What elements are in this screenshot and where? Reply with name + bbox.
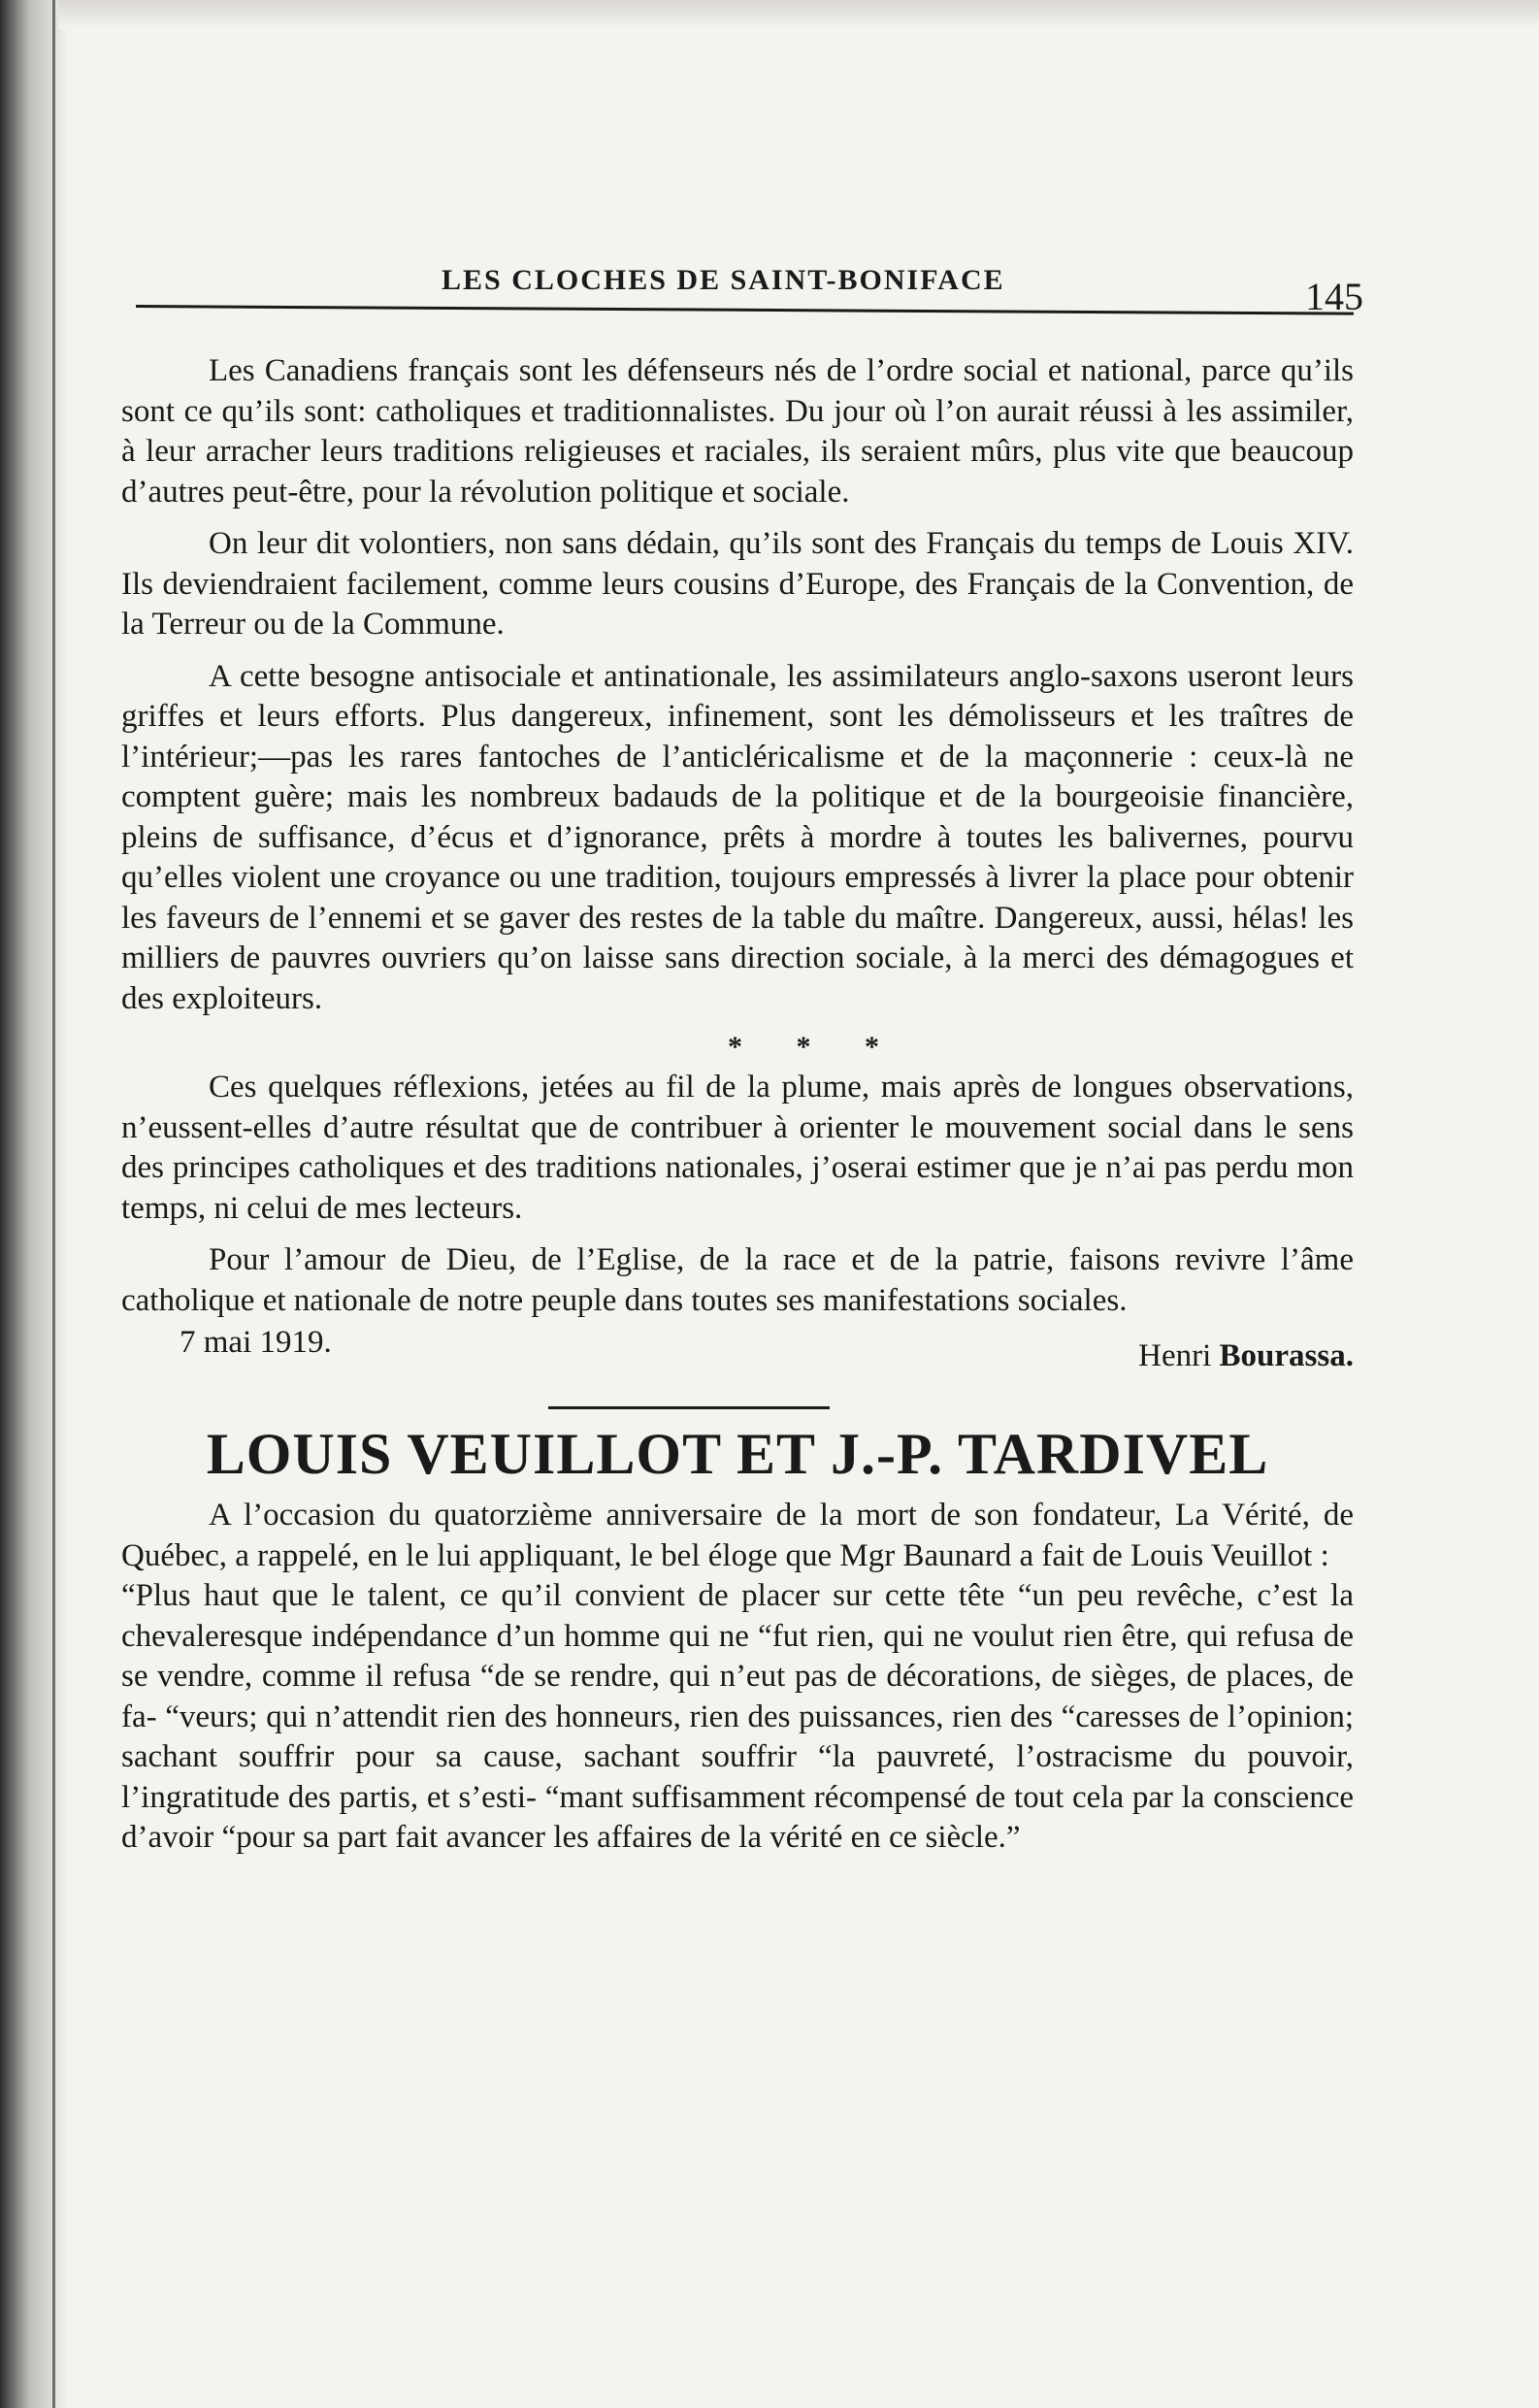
page-number: 145 — [1305, 275, 1363, 318]
running-header — [121, 252, 1363, 320]
section-title: LOUIS VEUILLOT ET J.-P. TARDIVEL — [206, 1422, 1269, 1486]
paragraph: A cette besogne antisociale et antinationale, les assimilateurs anglo-saxons useront leurs griffes et leurs efforts. Plus dangereux, infinement, sont les démolisseurs et les traîtres de l’intérieur;—pas les rares fantoches de l’anticléricalisme et de la maçonnerie : ceux-là ne comptent guère; mais les nombreux badauds de la politique et de la bourgeoisie financière, pleins de suffisance, d’écus et d’ignorance, prêts à mordre à toutes les balivernes, pourvu qu’elles violent une croyance ou une tradition, toujours empressés à livrer la place pour obtenir les faveurs de l’ennemi et se gaver des restes de la table du maître. Dangereux, aussi, hélas! les milliers de pauvres ouvriers qu’on laisse sans direction sociale, à la merci des démagogues et des exploiteurs. — [121, 658, 1354, 1016]
running-title: LES CLOCHES DE SAINT-BONIFACE — [442, 264, 1005, 296]
page-top-shadow — [58, 0, 1539, 29]
page-binding-line — [52, 0, 55, 2408]
paragraph: Les Canadiens français sont les défenseurs nés de l’ordre social et national, parce qu’ils sont ce qu’ils sont: catholiques et traditionnalistes. Du jour où l’on aurait réussi à les assimiler, à leur arracher leurs traditions religieuses et raciales, ils seraient mûrs, plus vite que beaucoup d’autres peut-être, pour la révolution politique et sociale. — [121, 353, 1354, 510]
paragraph: On leur dit volontiers, non sans dédain, qu’ils sont des Français du temps de Louis XIV. Ils deviendraient facilement, comme leurs cousins d’Europe, des Français de la Convention, de la Terreur ou de la Commune. — [121, 526, 1354, 642]
author-first-name: Henri — [1138, 1338, 1212, 1373]
signoff — [121, 1321, 1354, 1379]
section-rule — [548, 1406, 830, 1409]
page-binding-edge — [0, 0, 68, 2408]
block-quote: “Plus haut que le talent, ce qu’il convient de placer sur cette tête “un peu revêche, c’est la chevaleresque indépendance d’un homme qui ne “fut rien, qui ne voulut rien être, qui refusa de se vendre, comme il refusa “de se rendre, qui n’eut pas de décorations, de sièges, de places, de fa- “veurs; qui n’attendit rien des honneurs, rien des puissances, rien des “caresses de l’opinion; sachant souffrir pour sa cause, sachant souffrir “la pauvreté, l’ostracisme du pouvoir, l’ingratitude des partis, et s’esti- “mant suffisamment récompensé de tout cela par la conscience d’avoir “pour sa part fait avancer les affaires de la vérité en ce siècle.” — [121, 1578, 1354, 1855]
page-content — [121, 252, 1363, 1859]
section-intro: A l’occasion du quatorzième anniversaire de la mort de son fondateur, La Vérité, de Québec, a rappelé, en le lui appliquant, le bel éloge que Mgr Baunard a fait de Louis Veuillot : — [121, 1498, 1354, 1573]
author-last-name: Bourassa. — [1219, 1338, 1354, 1373]
section-separator: * * * — [728, 1031, 902, 1063]
header-rule — [136, 305, 1354, 315]
paragraph: Ces quelques réflexions, jetées au fil de la plume, mais après de longues observations, n’eussent-elles d’autre résultat que de contribuer à orienter le mouvement social dans le sens des principes catholiques et des traditions nationales, j’oserai estimer que je n’ai pas perdu mon temps, ni celui de mes lecteurs. — [121, 1070, 1354, 1226]
author-signature — [1138, 1338, 1354, 1374]
letter-date: 7 mai 1919. — [180, 1325, 332, 1360]
paragraph: Pour l’amour de Dieu, de l’Eglise, de la race et de la patrie, faisons revivre l’âme catholique et nationale de notre peuple dans toutes ses manifestations sociales. — [121, 1242, 1354, 1318]
